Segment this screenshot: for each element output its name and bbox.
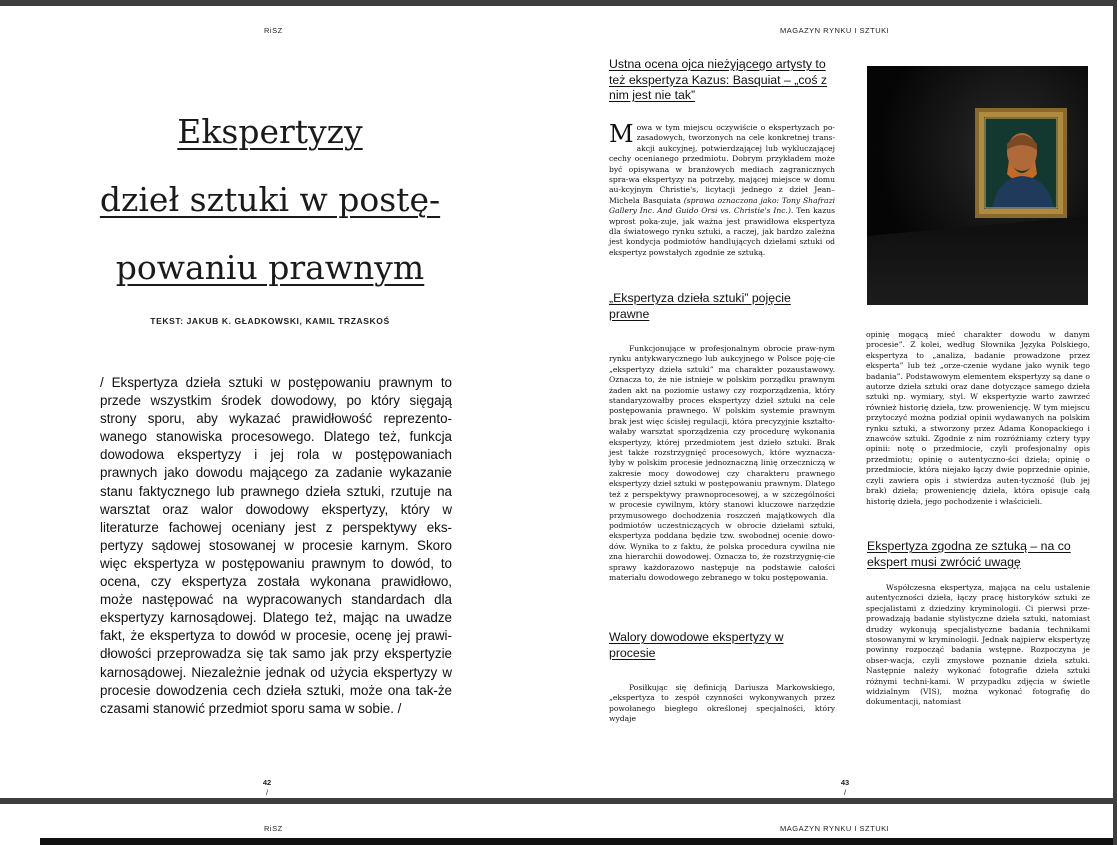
section-heading-basquiat-text: Ustna ocena ojca nieżyjącego artysty to też ekspertyza Kazus: Basquiat – „coś z nim jest nie tak” (609, 57, 828, 102)
section-text-evidence-value (609, 683, 835, 725)
portrait-illustration (867, 66, 1088, 305)
section-heading-evidence-value-text: Walory dowodowe ekspertyzy w procesie (609, 630, 784, 660)
section-text-evidence-continued (866, 330, 1090, 507)
title-line-3: powaniu prawnym (115, 248, 425, 287)
lead-paragraph: / Ekspertyza dzieła sztuki w postępowaniu prawnym to przede wszystkim środek dowodowy, po który sięgają strony sporu, aby wykazać prawidłowość reprezento-wanego stanowiska procesowego. Dlatego też, funkcja dowodowa ekspertyzy i jej rola w postępowaniach prawnych jako dowodu mającego za zadanie wykazanie stanu faktycznego lub prawnego dzieła sztuki, rzutuje na warsztat oraz walor dowodowy ekspertyzy, który w literaturze fachowej oceniany jest z perspektywy eks-pertyzy sądowej stosowanej w procesie karnym. Skoro więc ekspertyza w postępowaniu prawnym to dowód, to ocena, czy ekspertyza została wykonana prawidłowo, może następować na wypracowanych standardach dla ekspertyzy karnosądowej. Dlatego też, mając na uwadze fakt, że ekspertyza to dowód w procesie, ocenę jej prawi-dłowości przeprowadza się tak samo jak przy ekspertyzie karnosądowej. Niezależnie jednak od użycia ekspertyzy w procesie dowodzenia cech dzieła sztuki, może ona tak-że czasami stanowić przedmiot sporu sama w sobie. / (100, 375, 452, 716)
viewer-scrollbar-track[interactable] (1113, 6, 1117, 845)
basquiat-case-name: (sprawa oznaczona jako: Tony Shafrazi Gallery Inc. And Guido Orsi vs. Christie's Inc.). (609, 195, 835, 216)
page-number-right-value: 43 (840, 778, 850, 787)
running-head-right: MAGAZYN RYNKU I SZTUKI (780, 26, 890, 35)
section-heading-legal-concept (609, 291, 829, 322)
title-line-2: dzieł sztuki w postę- (99, 180, 441, 219)
next-running-head-left: RiSZ (264, 824, 283, 833)
running-head-left: RiSZ (264, 26, 283, 35)
section-heading-legal-concept-text: „Ekspertyza dzieła sztuki” pojęcie prawne (609, 291, 791, 321)
section-heading-basquiat (609, 57, 829, 104)
section-heading-expert-attention-text: Ekspertyza zgodna ze sztuką – na co ekspert musi zwrócić uwagę (867, 539, 1071, 569)
basquiat-text-b: Ten kazus wprost poka-zuje, jak ważna jest prawidłowa ekspertyza dla światowego rynku sztuki, a raczej, jak bardzo zależna jest kondycja podmiotów handlujących dziełami sztuki od ekspertyz powstałych zgodnie ze sztuką. (609, 206, 835, 257)
section-text-basquiat (609, 120, 835, 258)
title-line-1: Ekspertyzy (177, 112, 363, 151)
framed-portrait-photo-icon (867, 66, 1088, 305)
section-heading-expert-attention (867, 539, 1092, 570)
byline: TEKST: JAKUB K. GŁADKOWSKI, KAMIL TRZASKOŚ (150, 316, 390, 326)
expert-attention-paragraph: Współczesna ekspertyza, mająca na celu ustalenie autentyczności dzieła, łączy pracę historyków sztuki ze specjalistami z dziedziny kryminologii. Ci pierwsi prze-prowadzają badanie stylistyczne dzieła sztuki, natomiast drudzy wykonują specjalistyczne badania technikami stosowanymi w kryminologii. Jednak najpierw ekspertyzę powinny rozpocząć badania wstępne. Rozpoczyna je obser-wacja, czyli zmysłowe poznanie dzieła sztuki. Następnie należy wykonać fotografie dzieła sztuki różnymi techni-kami. W przypadku zdjęcia w świetle widzialnym (VIS), można wykonać fotografię do dokumentacji, natomiast (866, 583, 1090, 707)
section-heading-evidence-value (609, 630, 829, 661)
evidence-value-paragraph: Posiłkując się definicją Dariusza Markowskiego, „ekspertyza to zespół czynności wykonywanych przez powołanego biegłego określonej specjalności, który wydaje (609, 683, 835, 724)
magazine-spread (0, 6, 1117, 798)
section-text-expert-attention (866, 583, 1090, 708)
next-spread-dark-edge (40, 838, 1113, 845)
page-number-left-value: 42 (262, 778, 272, 787)
legal-concept-paragraph: Funkcjonujące w profesjonalnym obrocie praw-nym rynku antykwarycznego lub aukcyjnego w Polsce poję-cie „ekspertyzy dzieła sztuki” ma charakter pozaustawowy. Oznacza to, że nie istnieje w polskim porządku prawnym żaden akt na poziomie ustawy czy rozporządzenia, który standaryzowałby proces ekspertyzy dzieł sztuki na cele postępowania prawnego. W polskim systemie prawnym brak jest więc ścisłej regulacji, która precyzyjnie kształto-wałaby warsztat sporządzenia czy procedurę wykonania ekspertyzy, której przedmiotem jest dzieło sztuki. Brak jest także rozstrzygnięć procesowych, które wyznacza-łyby w polskim procesie jednoznaczną linię orzeczniczą w zakresie mocy dowodowej czy charakteru prawnego ekspertyzy dzieł sztuki w postępowaniu prawnym. Dlatego też z perspektywy prawnoprocesowej, a w szczególności w procesie cywilnym, który stanowi kluczowe narzędzie przymusowego dochodzenia roszczeń majątkowych dla podmiotów uczestniczących w obrocie dziełami sztuki, ekspertyza poddana będzie tzw. swobodnej ocenie dowo-dów. Wynika to z faktu, że polska procedura cywilna nie zna hierarchii dowodowej. Oznacza to, że rozstrzygnię-cie sprawy każdorazowo następuje na podstawie całości materiału dowodowego zebranego w toku postępowania. (609, 344, 835, 582)
basquiat-text-a: owa w tym miejscu oczywiście o ekspertyzach po-zasadowych, tworzonych na cele konkretnej trans-akcji aukcyjnej, potwierdzającej lub wykluczającej cechy ocenianego przedmiotu. Dobrym przykładem może być opisywana w branżowych mediach zagranicznych spra-wa ekspertyzy na potrzeby, mającej miejsce w domu au-kcyjnym Christie's, licytacji jednego z dzieł Jean–Michela Basquiata (609, 123, 835, 205)
page-number-left-slash: / (265, 788, 269, 797)
page-number-right-slash: / (843, 788, 847, 797)
next-running-head-right: MAGAZYN RYNKU I SZTUKI (780, 824, 890, 833)
page-number-left (257, 778, 277, 798)
article-title (60, 98, 480, 302)
page-number-right (835, 778, 855, 798)
drop-cap: M (609, 120, 634, 148)
section-text-legal-concept (609, 344, 835, 583)
evidence-continued-paragraph: opinię mogącą mieć charakter dowodu w danym procesie”. Z kolei, według Słownika Języka Polskiego, ekspertyza to „analiza, badanie prowadzone przez eksperta” lub też „orze-czenie wydane jako wynik tego badania”. Podstawowym elementem ekspertyzy są dane o autorze dzieła sztuki oraz dane dotyczące samego dzieła sztuki np. wymiary, styl. W ekspertyzie warto zawrzeć również historię dzieła, tzw. proweniencję. W tym miejscu przytoczyć można podział opinii wydawanych na polskim rynku sztuki, a stworzony przez Adama Konopackiego i znawców sztuki. Zgodnie z nim rozróżniamy cztery typy opinii: notę o przedmiocie, czyli profesjonalny opis przedmiotu; opinię o autentyczno-ści dzieła; opinię o przedmiocie, która niejako łączy dwie poprzednie opinie, czyli zawiera opis i stwierdza auten-tyczność (lub jej brak) dzieła; proweniencję dzieła, która opisuje całą historię dzieła, jego pochodzenie i właścicieli. (866, 330, 1090, 506)
